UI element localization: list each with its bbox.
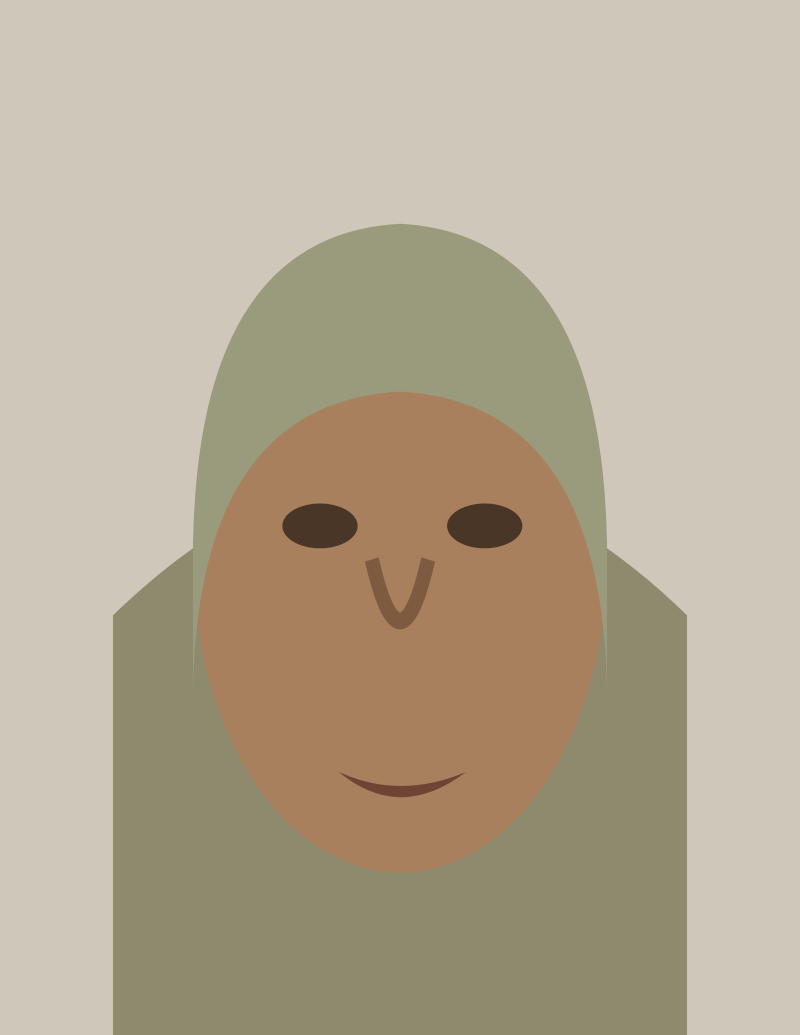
cv-sheet bbox=[10, 8, 790, 1027]
applicant-photo-small bbox=[610, 91, 780, 276]
applicant-section bbox=[12, 85, 788, 610]
applicant-info bbox=[362, 85, 788, 608]
